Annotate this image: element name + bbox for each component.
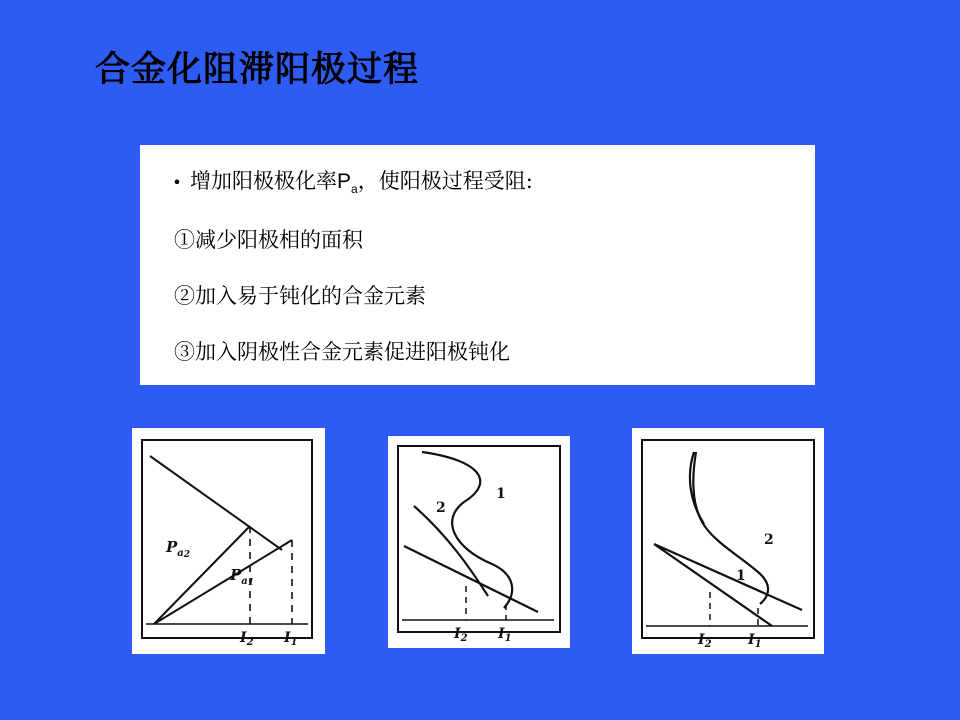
numbered-item-1: ①减少阳极相的面积 — [174, 227, 363, 252]
numbered-item-2: ②加入易于钝化的合金元素 — [174, 283, 426, 308]
symbol-main: P — [337, 170, 352, 193]
bullet-text-before: 增加阳极极化率 — [190, 169, 337, 193]
bullet-item-text — [190, 167, 533, 198]
content-text-box — [140, 145, 815, 385]
symbol-subscript: a — [351, 182, 358, 197]
figure1-label-i1: $I_1$ — [284, 630, 298, 648]
figure-polarization-cathodic-alloy — [632, 428, 824, 654]
figure3-label-2: 2 — [764, 532, 774, 548]
figure3-label-i2: $I_2$ — [698, 632, 712, 650]
figure2-label-i1: $I_1$ — [498, 626, 512, 644]
numbered-item-3: ③加入阴极性合金元素促进阳极钝化 — [174, 339, 510, 364]
bullet-dot-icon: • — [172, 173, 182, 192]
figure2-label-2: 2 — [436, 500, 446, 516]
polarization-rate-symbol — [337, 170, 358, 197]
figure-polarization-passivating-alloy — [388, 436, 570, 648]
page-title: 合金化阻滞阳极过程 — [95, 50, 420, 90]
figure-row — [0, 428, 960, 668]
figure3-label-i1: $I_1$ — [748, 632, 762, 650]
figure2-label-1: 1 — [496, 486, 506, 502]
bullet-list-item — [164, 167, 791, 198]
figure1-label-pa2: $P_a2$ — [166, 538, 191, 560]
bullet-text-after: ，使阳极过程受阻: — [357, 169, 533, 193]
figure3-label-1: 1 — [736, 568, 746, 584]
figure1-label-i2: $I_2$ — [240, 630, 254, 648]
figure2-label-i2: $I_2$ — [454, 626, 468, 644]
figure1-label-pa1: $P_a1$ — [230, 566, 255, 588]
figure-polarization-area-effect — [132, 428, 325, 654]
